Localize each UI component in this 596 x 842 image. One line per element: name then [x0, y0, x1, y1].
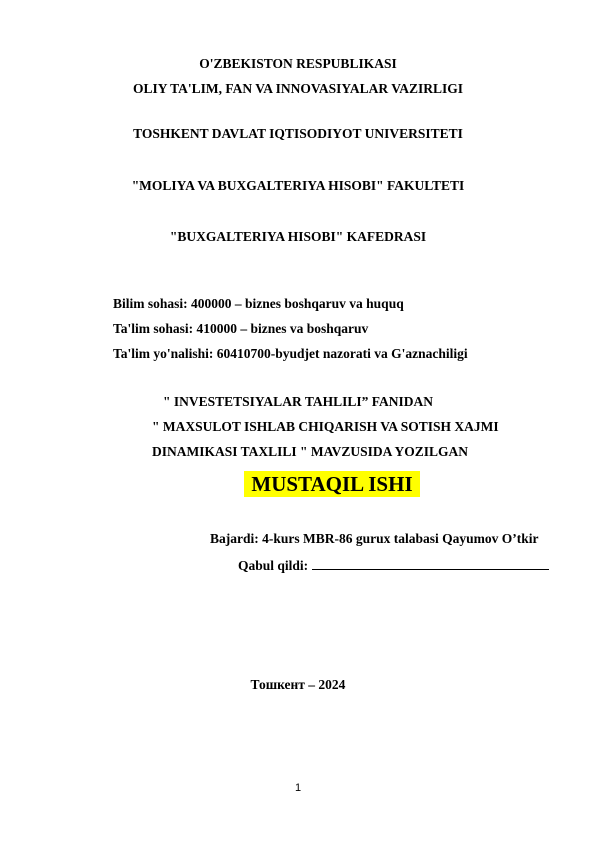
- subject-line: " INVESTETSIYALAR TAHLILI” FANIDAN: [163, 394, 433, 409]
- page-number: 1: [294, 782, 302, 794]
- education-area: Ta'lim sohasi: 410000 – biznes va boshqaruv: [113, 321, 369, 336]
- faculty-heading: "MOLIYA VA BUXGALTERIYA HISOBI" FAKULTETI: [131, 178, 465, 193]
- accepted-by-label: Qabul qildi:: [238, 558, 309, 573]
- city-year: Тошкент – 2024: [250, 677, 346, 692]
- done-by: Bajardi: 4-kurs MBR-86 gurux talabasi Qayumov O’tkir: [210, 531, 539, 546]
- topic-line-2: DINAMIKASI TAXLILI " MAVZUSIDA YOZILGAN: [152, 444, 469, 459]
- topic-line-1: " MAXSULOT ISHLAB CHIQARISH VA SOTISH XAJMI: [152, 419, 499, 434]
- accepted-by-row: [238, 556, 549, 574]
- republic-heading: O'ZBEKISTON RESPUBLIKASI: [199, 56, 397, 71]
- education-direction: Ta'lim yo'nalishi: 60410700-byudjet nazorati va G'aznachiligi: [113, 346, 468, 361]
- ministry-heading: OLIY TA'LIM, FAN VA INNOVASIYALAR VAZIRLIGI: [132, 81, 464, 96]
- university-heading: TOSHKENT DAVLAT IQTISODIYOT UNIVERSITETI: [133, 126, 463, 141]
- document-title: MUSTAQIL ISHI: [244, 471, 420, 497]
- knowledge-field: Bilim sohasi: 400000 – biznes boshqaruv va huquq: [113, 296, 404, 311]
- department-heading: "BUXGALTERIYA HISOBI" KAFEDRASI: [169, 229, 427, 244]
- signature-blank-line: [312, 556, 549, 570]
